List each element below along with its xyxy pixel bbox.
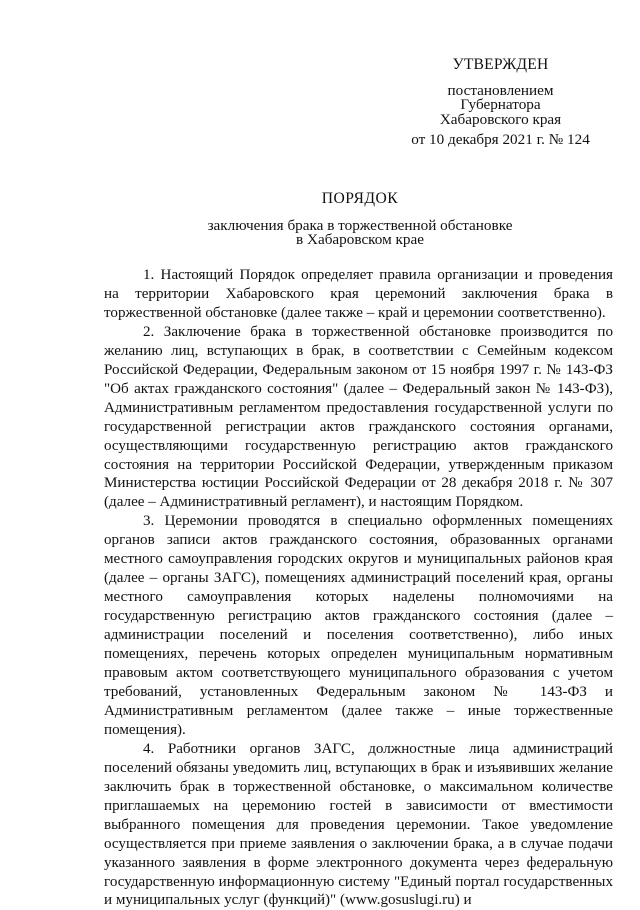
paragraph-4: 4. Работники органов ЗАГС, должностные лица администраций поселений обязаны уведомить лиц, вступающих в брак и изъявивших желание заключить брак в торжественной обстановке, о максимальном количестве приглашаемых на церемонию гостей в зависимости от вместимости выбранного помещения для проведения церемонии. Такое уведомление осуществляется при приеме заявления о заключении брака, а в случае подачи указанного заявления в форме электронного документа через федеральную государственную информационную систему "Единый портал государственных и муниципальных услуг (функций)" (www.gosuslugi.ru) и [104, 740, 613, 909]
approval-date: от 10 декабря 2021 г. № 124 [411, 131, 590, 148]
document-subtitle-line-1: заключения брака в торжественной обстановке [207, 217, 513, 234]
document-body [104, 266, 613, 910]
document-title: ПОРЯДОК [321, 190, 399, 207]
approval-line-3: Хабаровского края [439, 110, 562, 128]
approved-label: УТВЕРЖДЕН [452, 56, 549, 73]
approval-stamp [388, 58, 613, 148]
approval-line-1: постановлением [447, 81, 554, 99]
paragraph-3: 3. Церемонии проводятся в специально оформленных помещениях органов записи актов гражданского состояния, образованных органами местного самоуправления городских округов и муниципальных районов края (далее – органы ЗАГС), помещениях администраций поселений края, органы местного самоуправления которых наделены полномочиями на государственную регистрацию актов гражданского состояния (далее – администрации поселений и поселения соответственно), либо иных помещениях, перечень которых определен муниципальным нормативным правовым актом соответствующего муниципального образования с учетом требований, установленных Федеральным законом № 143-ФЗ и Административным регламентом (далее также – иные торжественные помещения). [104, 513, 613, 738]
document-subtitle-line-2: в Хабаровском крае [296, 231, 424, 248]
paragraph-2: 2. Заключение брака в торжественной обстановке производится по желанию лиц, вступающих в брак, в соответствии с Семейным кодексом Российской Федерации, Федеральным законом от 15 ноября 1997 г. № 143-ФЗ "Об актах гражданского состояния" (далее – Федеральный закон № 143-ФЗ), Административным регламентом предоставления государственной услуги по государственной регистрации актов гражданского состояния органами, осуществляющими государственную регистрацию актов гражданского состояния на территории Российской Федерации, утвержденным приказом Министерства юстиции Российской Федерации от 28 декабря 2018 г. № 307 (далее – Административный регламент), и настоящим Порядком. [104, 323, 613, 511]
paragraph-1: 1. Настоящий Порядок определяет правила организации и проведения на территории Хабаровского края церемоний заключения брака в торжественной обстановке (далее также – край и церемонии соответственно). [104, 267, 613, 321]
document-title-block [100, 192, 620, 247]
approval-line-2: Губернатора [460, 96, 541, 113]
